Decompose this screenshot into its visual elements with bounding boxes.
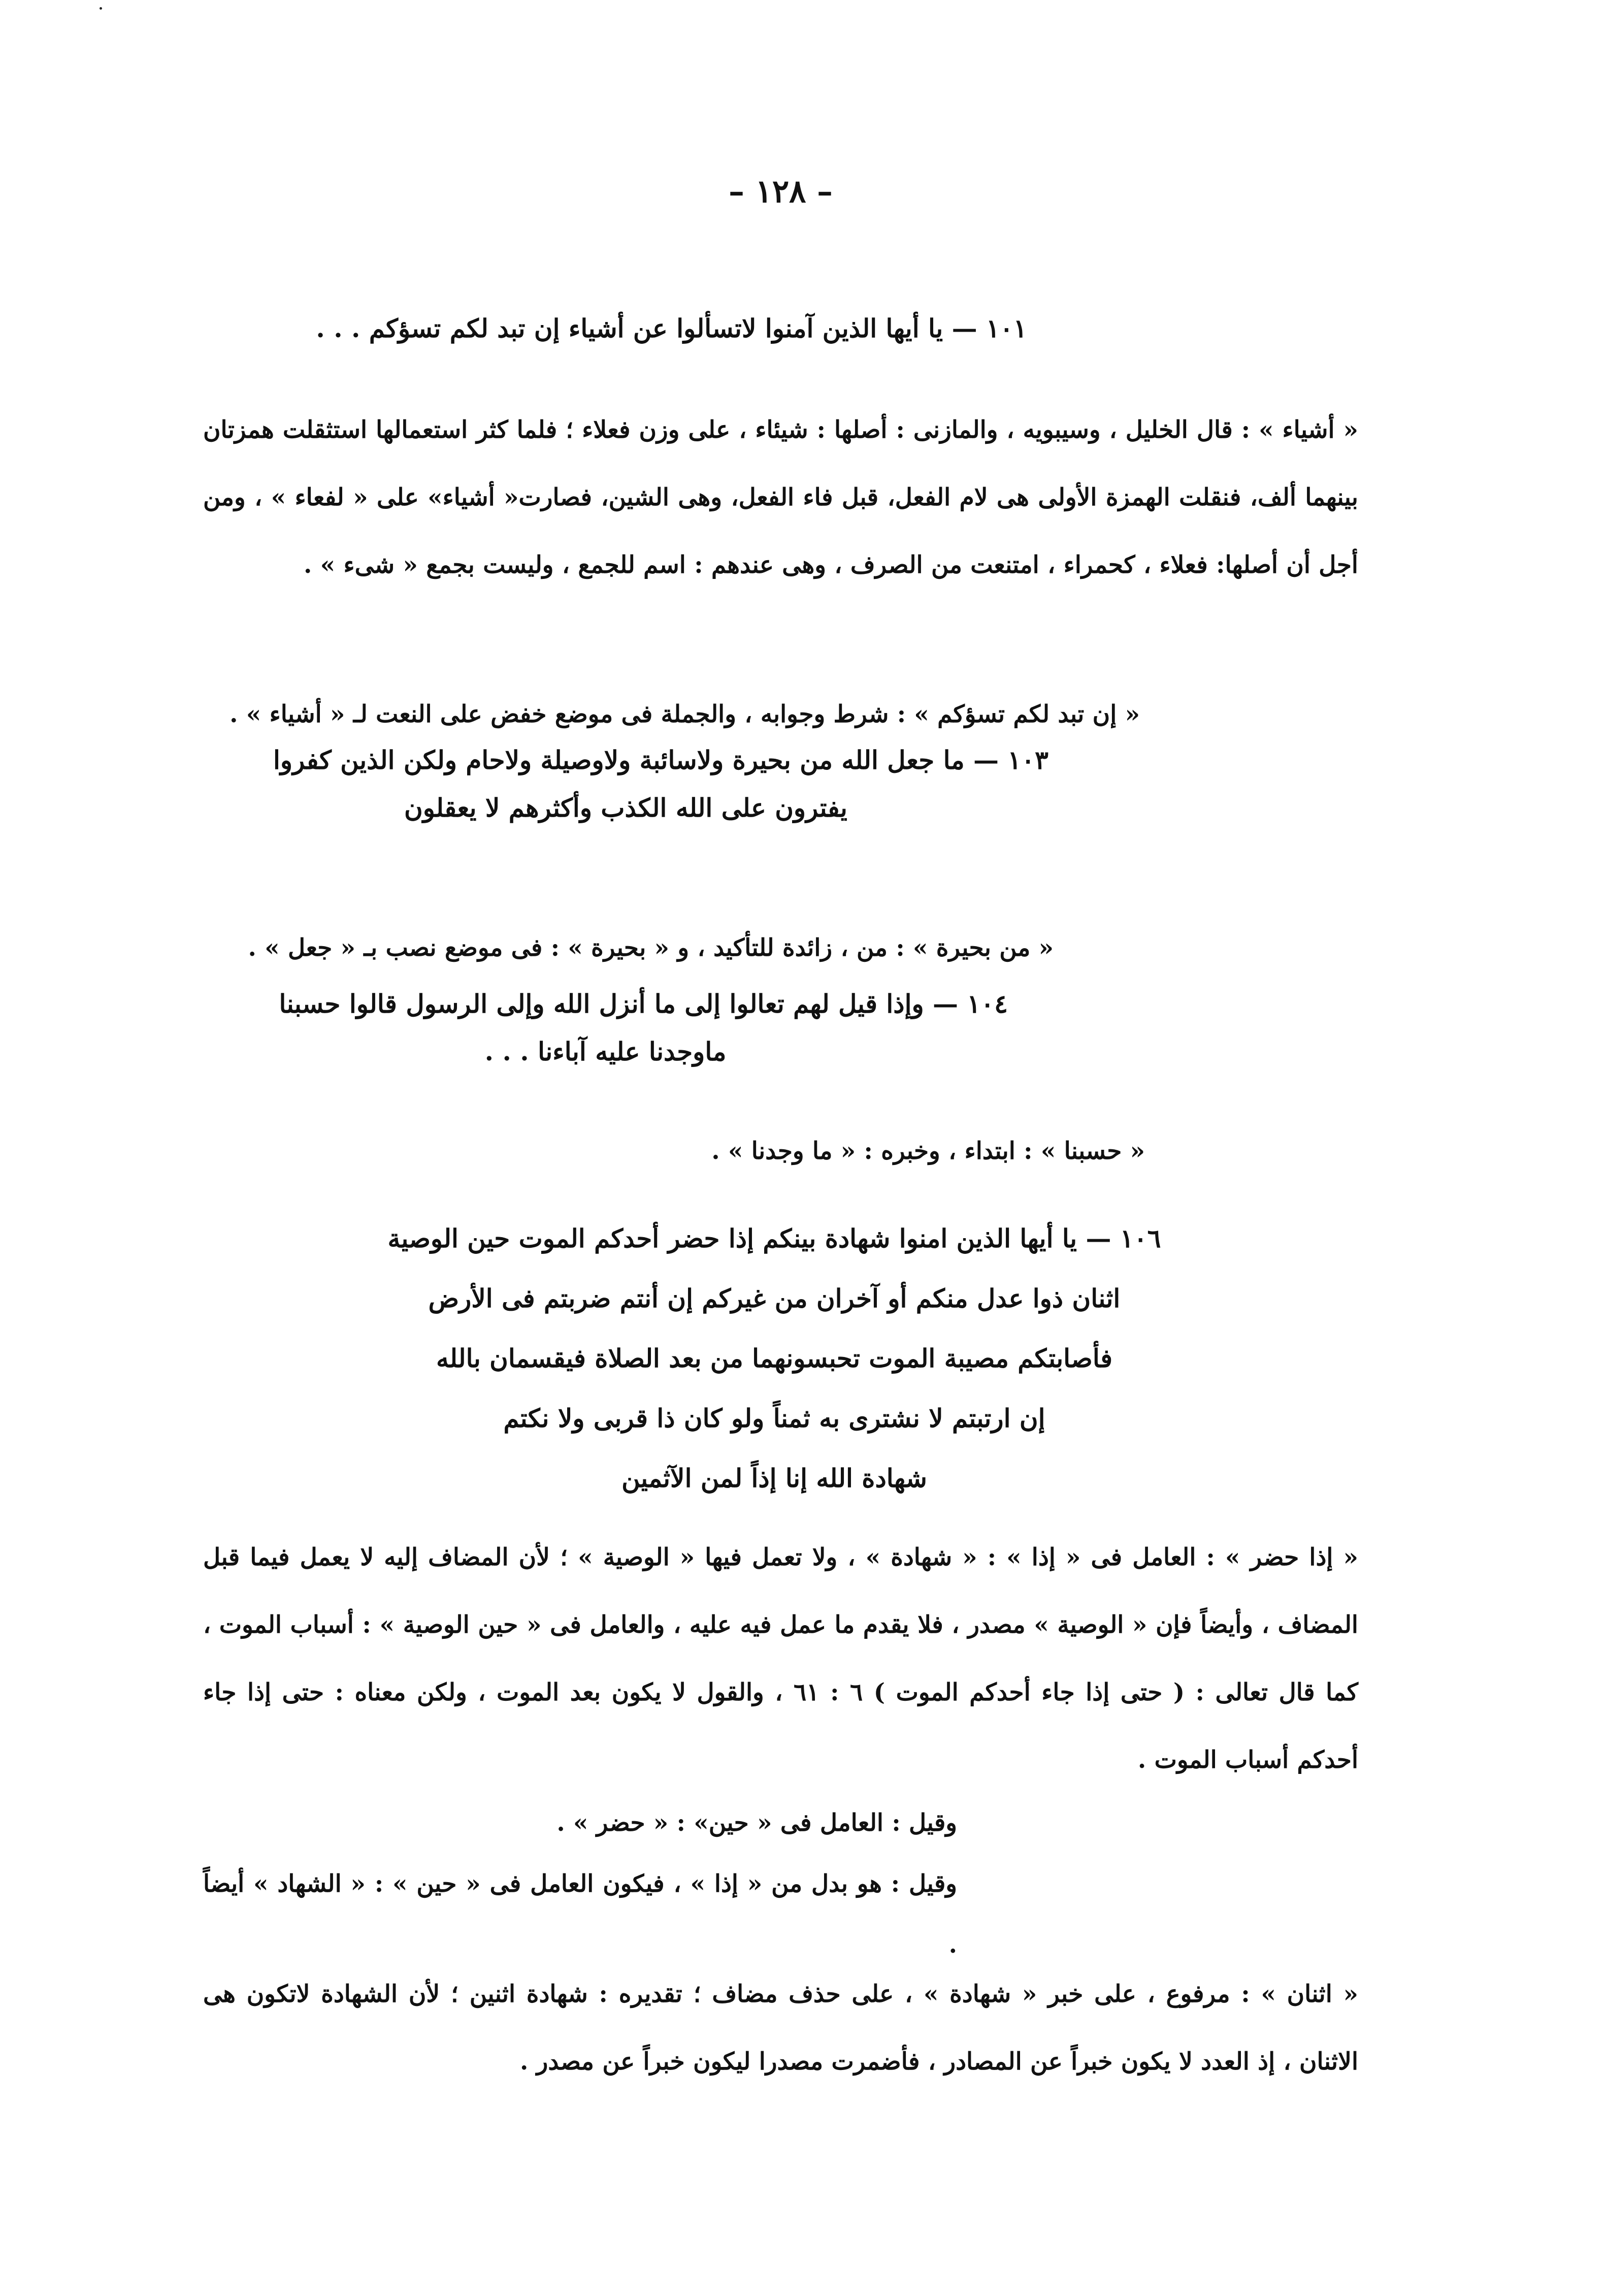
commentary-ashya: « أشياء » : قال الخليل ، وسيبويه ، والمازنى : أصلها : شيئاء ، على وزن فعلاء ؛ فلما كثر استعمالها استثقلت همزتان بينهما ألف، فنقلت الهمزة الأولى هى لام الفعل، قبل فاء الفعل، وهى الشين، فصارت« أشياء» على « لفعاء » ، ومن أجل أن أصلها: فعلاء ، كحمراء ، امتنعت من الصرف ، وهى عندهم : اسم للجمع ، وليست بجمع « شىء » .: [203, 416, 1358, 579]
verse-103-line-2: يفترون على الله الكذب وأكثرهم لا يعقلون: [404, 793, 847, 823]
verse-106-line-1: ١٠٦ — يا أيها الذين امنوا شهادة بينكم إذا حضر أحدكم الموت حين الوصية: [387, 1223, 1161, 1253]
commentary-qila: [203, 1793, 957, 1976]
commentary-hasbuna: « حسبنا » : ابتداء ، وخبره : « ما وجدنا » .: [711, 1137, 1145, 1165]
verse-106: [317, 1209, 1231, 1508]
verse-104: [203, 980, 1008, 1076]
commentary-in-tubda: « إن تبد لكم تسؤكم » : شرط وجوابه ، والجملة فى موضع خفض على النعت لـ « أشياء » .: [229, 700, 1140, 728]
commentary-qila-2: وقيل : هو بدل من « إذا » ، فيكون العامل فى « حين » : « الشهاد » أيضاً .: [203, 1870, 957, 1959]
verse-104-line-2: ماوجدنا عليه آباءنا . . .: [484, 1037, 727, 1066]
verse-106-line-2: اثنان ذوا عدل منكم أو آخران من غيركم إن أنتم ضربتم فى الأرض: [428, 1283, 1121, 1313]
commentary-idha-hadara: « إذا حضر » : العامل فى « إذا » : « شهادة » ، ولا تعمل فيها « الوصية » ؛ لأن المضاف إليه لا يعمل فيما قبل المضاف ، وأيضاً فإن « الوصية » مصدر ، فلا يقدم ما عمل فيه عليه ، والعامل فى « حين الوصية » : أسباب الموت ، كما قال تعالى : ( حتى إذا جاء أحدكم الموت ) ٦ : ٦١ ، والقول لا يكون بعد الموت ، ولكن معناه : حتى إذا جاء أحدكم أسباب الموت .: [203, 1543, 1359, 1774]
scan-speck: [100, 7, 102, 10]
page-number: – ١٢٨ –: [728, 173, 833, 210]
commentary-qila-1: وقيل : العامل فى « حين» : « حضر » .: [556, 1809, 957, 1837]
verse-106-line-5: شهادة الله إنا إذاً لمن الآثمين: [621, 1463, 927, 1493]
verse-103-line-1: ١٠٣ — ما جعل الله من بحيرة ولاسائبة ولاوصيلة ولاحام ولكن الذين كفروا: [273, 745, 1048, 775]
commentary-min-bahira: « من بحيرة » : من ، زائدة للتأكيد ، و « بحيرة » : فى موضع نصب بـ « جعل » .: [248, 934, 1054, 962]
commentary-ithnan: « اثنان » : مرفوع ، على خبر « شهادة » ، على حذف مضاف ؛ تقديره : شهادة اثنين ؛ لأن الشهادة لاتكون هى الاثنان ، إذ العدد لا يكون خبراً عن المصادر ، فأضمرت مصدرا ليكون خبراً عن مصدر .: [203, 1980, 1359, 2076]
verse-101: ١٠١ — يا أيها الذين آمنوا لاتسألوا عن أشياء إن تبد لكم تسؤكم . . .: [316, 313, 1027, 343]
verse-106-line-4: إن ارتبتم لا نشترى به ثمناً ولو كان ذا قربى ولا نكتم: [503, 1403, 1045, 1433]
verse-104-line-1: ١٠٤ — وإذا قيل لهم تعالوا إلى ما أنزل الله وإلى الرسول قالوا حسبنا: [279, 989, 1008, 1019]
verse-106-line-3: فأصابتكم مصيبة الموت تحبسونهما من بعد الصلاة فيقسمان بالله: [436, 1343, 1112, 1373]
verse-103: [203, 736, 1048, 832]
